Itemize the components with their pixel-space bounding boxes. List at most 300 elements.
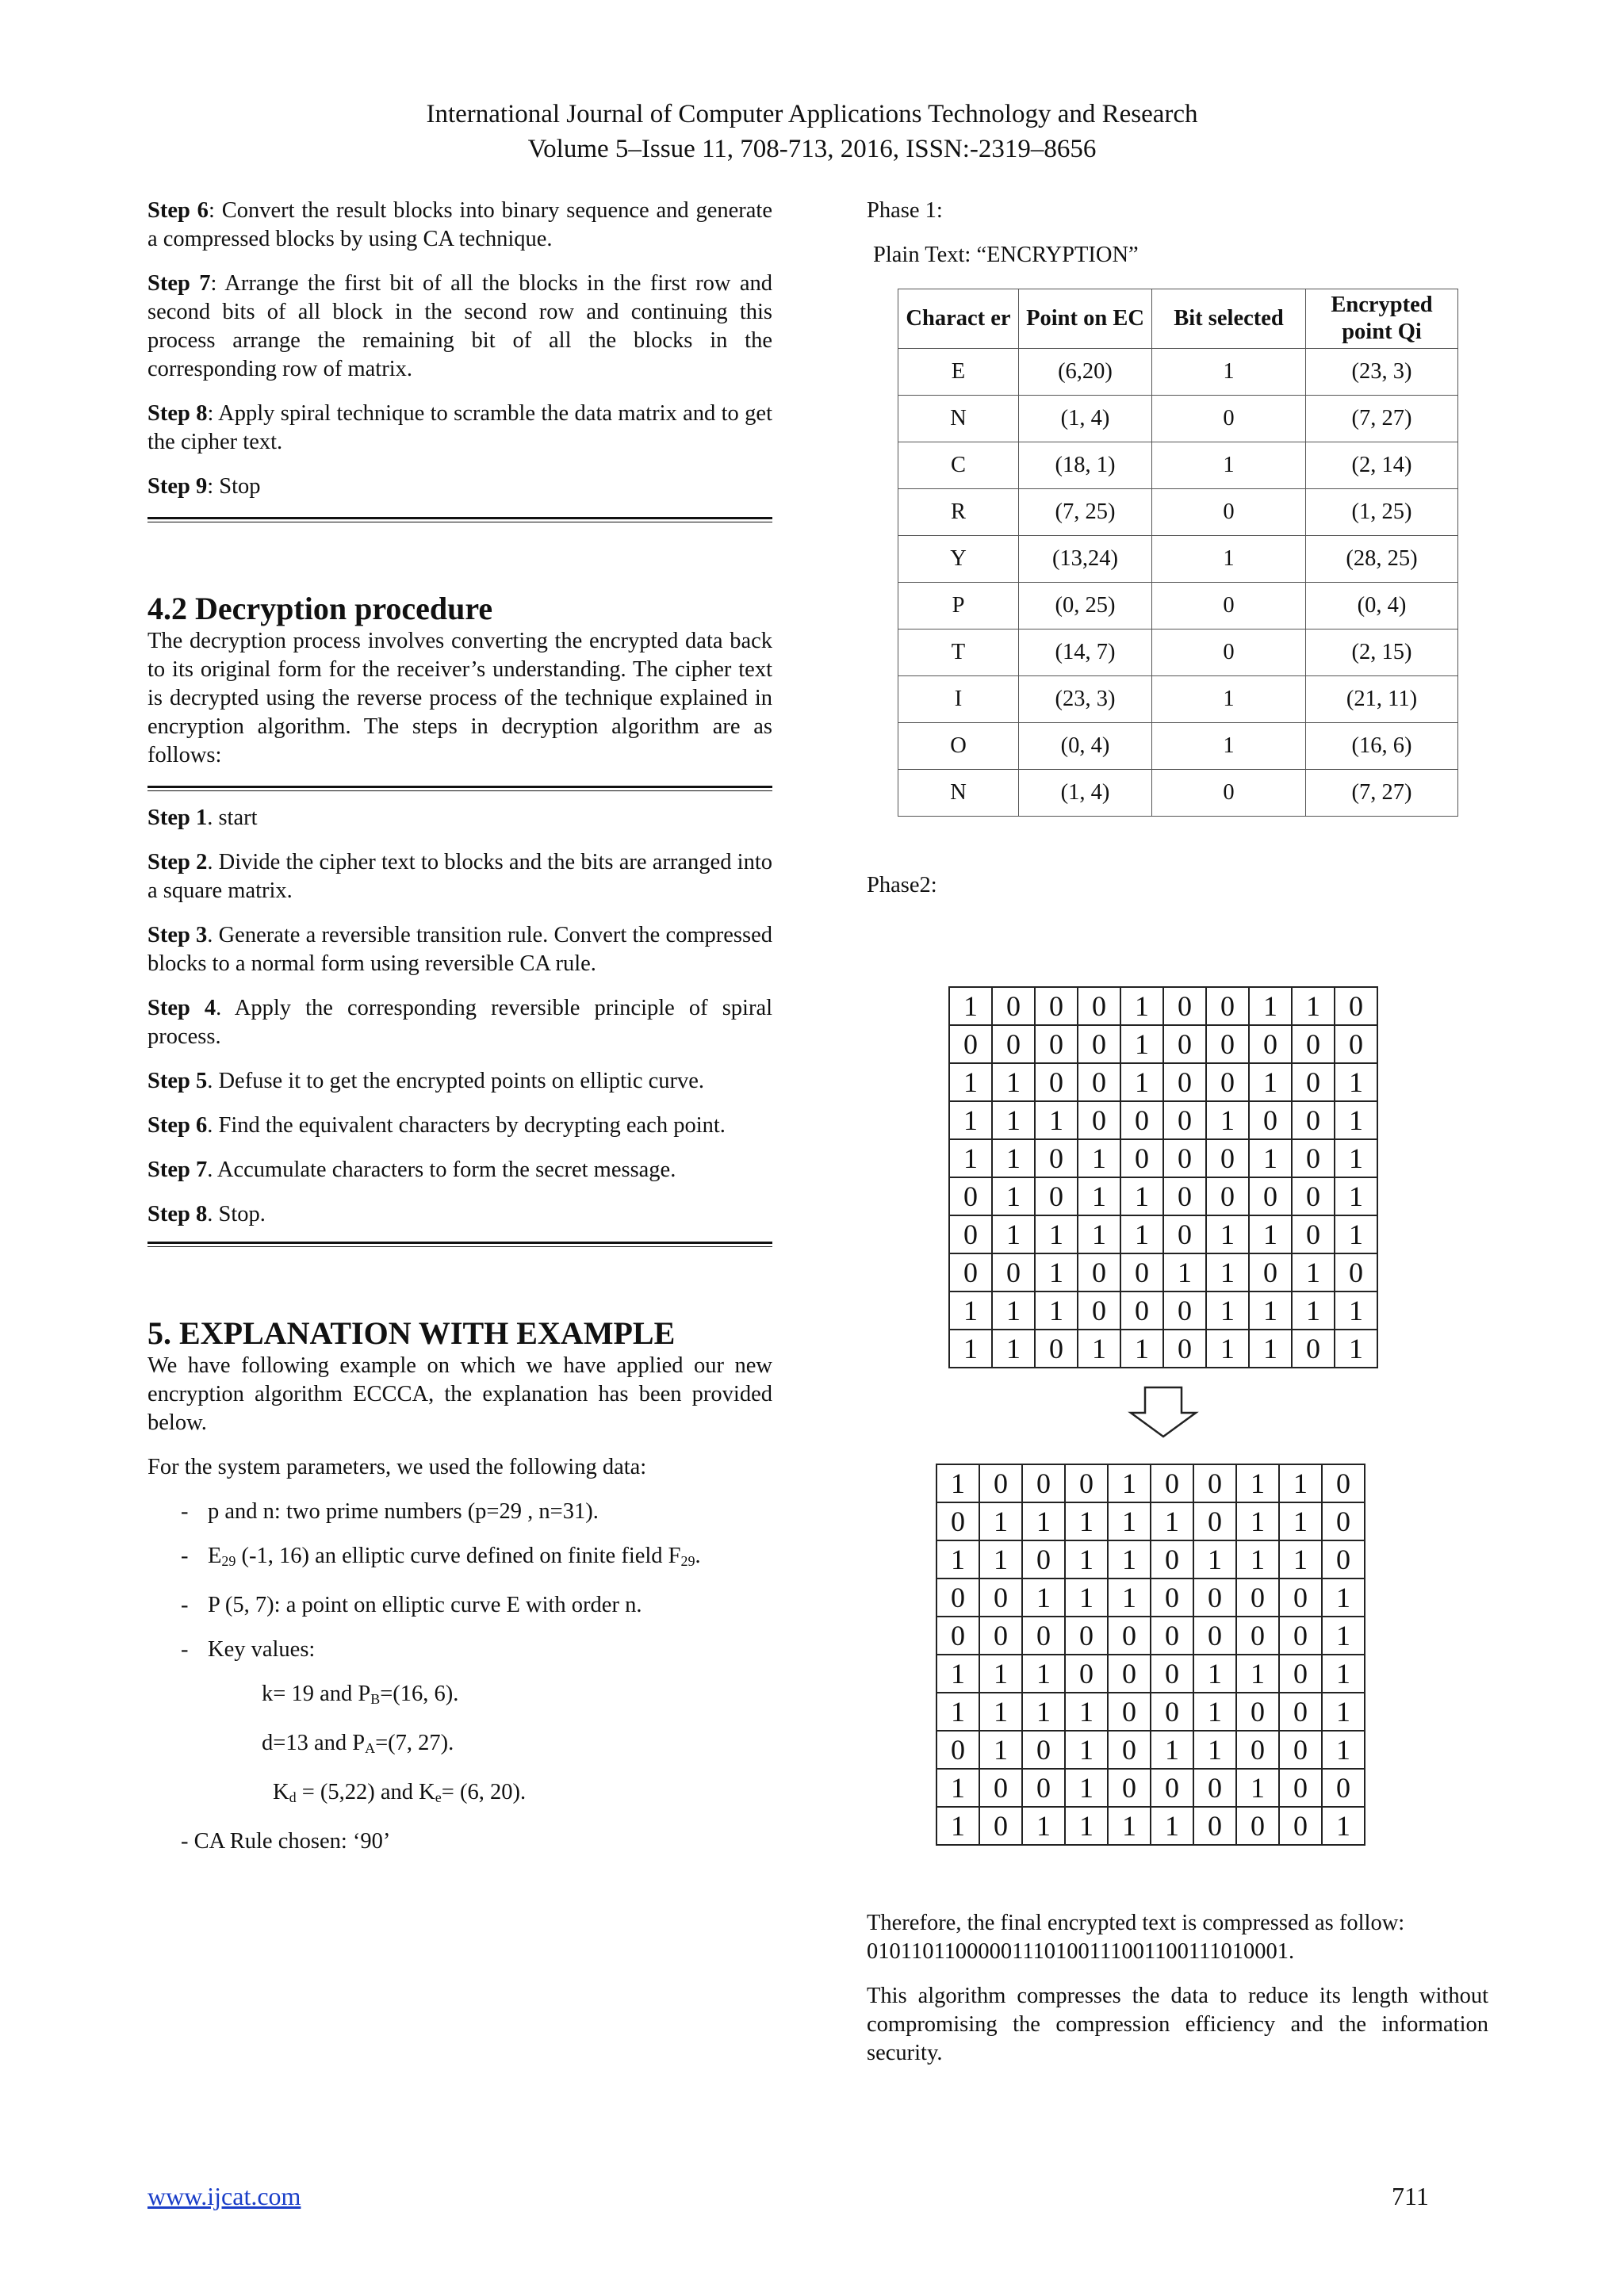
matrix-cell: 1	[1065, 1807, 1108, 1845]
decryption-step: Step 8. Stop.	[147, 1202, 266, 1226]
matrix-cell: 1	[936, 1655, 979, 1693]
table-cell: 1	[1152, 349, 1306, 396]
key-value-3: $K_d = (5,22)$ and $K_e= (6$, 20).	[273, 1780, 527, 1805]
matrix-cell: 0	[1249, 1101, 1292, 1139]
matrix-cell: 0	[1163, 1215, 1206, 1253]
matrix-cell: 0	[1035, 1330, 1078, 1368]
table-row	[898, 770, 1458, 817]
matrix-cell: 0	[1279, 1617, 1322, 1655]
matrix-cell: 1	[1035, 1253, 1078, 1292]
table-cell: (1, 25)	[1306, 489, 1458, 536]
matrix-cell: 1	[1206, 1253, 1249, 1292]
matrix-cell: 1	[1322, 1578, 1365, 1617]
matrix-cell: 0	[1335, 987, 1377, 1025]
matrix-cell: 1	[1335, 1330, 1377, 1368]
table-cell: (6,20)	[1019, 349, 1152, 396]
matrix-cell: 0	[1322, 1540, 1365, 1578]
table-cell: 0	[1152, 396, 1306, 442]
matrix-cell: 1	[1078, 1177, 1120, 1215]
matrix-cell: 0	[1078, 1063, 1120, 1101]
table-cell: 1	[1152, 676, 1306, 723]
matrix-row	[949, 1139, 1377, 1177]
table-cell: (2, 14)	[1306, 442, 1458, 489]
key-value-1: k= 19 and $P_B=(16$, 6).	[262, 1682, 459, 1707]
table-header-row	[898, 289, 1458, 349]
bit-matrix-before	[948, 986, 1378, 1368]
matrix-cell: 1	[1078, 1330, 1120, 1368]
matrix-cell: 0	[1035, 1063, 1078, 1101]
matrix-cell: 0	[1151, 1693, 1193, 1731]
journal-title: International Journal of Computer Applications Technology and Research	[426, 100, 1198, 128]
plain-text-label: Plain Text: “ENCRYPTION”	[873, 243, 1139, 267]
matrix-cell: 1	[1108, 1578, 1151, 1617]
matrix-cell: 1	[1065, 1731, 1108, 1769]
encryption-step: Step 9: Stop	[147, 474, 261, 499]
matrix-row	[936, 1807, 1365, 1845]
matrix-cell: 1	[1120, 987, 1163, 1025]
conclusion	[867, 1909, 1488, 2068]
matrix-cell: 1	[1193, 1540, 1236, 1578]
matrix-cell: 1	[1206, 1330, 1249, 1368]
matrix-cell: 0	[1206, 1025, 1249, 1063]
matrix-cell: 0	[949, 1177, 992, 1215]
matrix-cell: 1	[1236, 1464, 1279, 1502]
table-cell: P	[898, 583, 1019, 629]
decryption-step: Step 7. Accumulate characters to form the secret message.	[147, 1158, 676, 1182]
matrix-cell: 0	[1078, 1101, 1120, 1139]
matrix-cell: 1	[1236, 1540, 1279, 1578]
matrix-cell: 0	[1292, 1101, 1335, 1139]
matrix-cell: 0	[1151, 1655, 1193, 1693]
matrix-cell: 1	[1206, 1101, 1249, 1139]
decryption-step: Step 1. start	[147, 806, 258, 830]
matrix-cell: 1	[1292, 987, 1335, 1025]
matrix-cell: 0	[1193, 1502, 1236, 1540]
matrix-cell: 0	[1120, 1292, 1163, 1330]
ca-rule: - CA Rule chosen: ‘90’	[181, 1829, 391, 1854]
matrix-cell: 0	[1193, 1464, 1236, 1502]
matrix-cell: 1	[1279, 1502, 1322, 1540]
matrix-row	[949, 1063, 1377, 1101]
matrix-cell: 1	[949, 1139, 992, 1177]
matrix-cell: 1	[949, 1101, 992, 1139]
table-cell: N	[898, 770, 1019, 817]
matrix-cell: 1	[1151, 1807, 1193, 1845]
matrix-cell: 0	[1108, 1617, 1151, 1655]
matrix-row	[936, 1578, 1365, 1617]
matrix-cell: 0	[1151, 1464, 1193, 1502]
matrix-cell: 1	[1108, 1807, 1151, 1845]
matrix-cell: 1	[1035, 1215, 1078, 1253]
table-cell: 1	[1152, 442, 1306, 489]
decryption-step: Step 3. Generate a reversible transition rule. Convert the compressed blocks to a normal form using reversible CA rule.	[147, 923, 772, 976]
matrix-cell: 0	[992, 1253, 1035, 1292]
matrix-cell: 1	[1022, 1807, 1065, 1845]
matrix-cell: 1	[1078, 1215, 1120, 1253]
matrix-cell: 0	[1163, 1177, 1206, 1215]
matrix-cell: 0	[1322, 1502, 1365, 1540]
table-cell: (7, 25)	[1019, 489, 1152, 536]
matrix-cell: 1	[1120, 1330, 1163, 1368]
matrix-cell: 1	[1120, 1177, 1163, 1215]
matrix-cell: 0	[1163, 1063, 1206, 1101]
matrix-cell: 1	[1022, 1693, 1065, 1731]
matrix-cell: 0	[1279, 1655, 1322, 1693]
matrix-cell: 0	[992, 987, 1035, 1025]
matrix-cell: 0	[1065, 1617, 1108, 1655]
page-number: 711	[1392, 2182, 1429, 2210]
matrix-cell: 0	[1151, 1540, 1193, 1578]
matrix-cell: 0	[1292, 1330, 1335, 1368]
table-row	[898, 396, 1458, 442]
matrix-cell: 0	[1206, 1063, 1249, 1101]
matrix-cell: 1	[1236, 1502, 1279, 1540]
matrix-cell: 1	[1279, 1464, 1322, 1502]
table-cell: I	[898, 676, 1019, 723]
matrix-cell: 0	[936, 1617, 979, 1655]
matrix-cell: 1	[1292, 1292, 1335, 1330]
matrix-cell: 1	[1151, 1731, 1193, 1769]
matrix-row	[949, 1215, 1377, 1253]
right-column	[867, 197, 1488, 270]
table-cell: Y	[898, 536, 1019, 583]
matrix-cell: 0	[1249, 1025, 1292, 1063]
matrix-cell: 0	[1151, 1617, 1193, 1655]
table-row	[898, 723, 1458, 770]
table-row	[898, 676, 1458, 723]
matrix-cell: 0	[1035, 1177, 1078, 1215]
matrix-cell: 0	[992, 1025, 1035, 1063]
table-cell: (14, 7)	[1019, 629, 1152, 676]
matrix-row	[936, 1769, 1365, 1807]
matrix-cell: 1	[1193, 1731, 1236, 1769]
col-header-point: Point on EC	[1019, 289, 1152, 349]
table-cell: E	[898, 349, 1019, 396]
table-cell: 0	[1152, 770, 1306, 817]
matrix-cell: 1	[936, 1807, 979, 1845]
matrix-cell: 0	[1236, 1617, 1279, 1655]
matrix-cell: 1	[1335, 1215, 1377, 1253]
matrix-cell: 0	[979, 1578, 1022, 1617]
matrix-cell: 1	[1151, 1502, 1193, 1540]
matrix-cell: 1	[1236, 1769, 1279, 1807]
matrix-cell: 0	[1335, 1025, 1377, 1063]
matrix-cell: 1	[1065, 1769, 1108, 1807]
col-header-character: Charact er	[898, 289, 1019, 349]
matrix-cell: 0	[1022, 1540, 1065, 1578]
matrix-cell: 1	[979, 1731, 1022, 1769]
table-cell: 0	[1152, 489, 1306, 536]
matrix-row	[936, 1731, 1365, 1769]
matrix-cell: 1	[1108, 1502, 1151, 1540]
table-cell: C	[898, 442, 1019, 489]
matrix-cell: 0	[1236, 1693, 1279, 1731]
matrix-cell: 0	[1065, 1655, 1108, 1693]
matrix-cell: 1	[1120, 1063, 1163, 1101]
matrix-cell: 1	[1120, 1025, 1163, 1063]
matrix-cell: 1	[1249, 987, 1292, 1025]
matrix-row	[949, 1101, 1377, 1139]
section-rule	[147, 1242, 772, 1247]
table-cell: (7, 27)	[1306, 396, 1458, 442]
matrix-cell: 1	[1120, 1215, 1163, 1253]
table-cell: N	[898, 396, 1019, 442]
table-row	[898, 349, 1458, 396]
matrix-cell: 1	[949, 1292, 992, 1330]
matrix-cell: 0	[979, 1464, 1022, 1502]
matrix-cell: 0	[1078, 1253, 1120, 1292]
matrix-cell: 0	[979, 1617, 1022, 1655]
down-arrow-icon	[1128, 1386, 1199, 1438]
key-value-2: d=13 and $P_A=(7$, 27).	[262, 1731, 454, 1756]
table-cell: (13,24)	[1019, 536, 1152, 583]
encryption-step: Step 7: Arrange the first bit of all the blocks in the first row and second bits of all block in the second row and continuing this process arrange the remaining bit of all the blocks in the corresponding row of matrix.	[147, 271, 773, 381]
matrix-cell: 1	[1035, 1101, 1078, 1139]
section-rule	[147, 786, 772, 791]
matrix-cell: 1	[1322, 1617, 1365, 1655]
matrix-cell: 0	[936, 1502, 979, 1540]
matrix-cell: 0	[949, 1025, 992, 1063]
matrix-cell: 0	[979, 1807, 1022, 1845]
matrix-cell: 0	[1035, 1139, 1078, 1177]
matrix-cell: 1	[1065, 1693, 1108, 1731]
param-primes: - p and n: two prime numbers (p=29 , n=31).	[181, 1499, 599, 1524]
table-cell: O	[898, 723, 1019, 770]
decryption-step: Step 5. Defuse it to get the encrypted points on elliptic curve.	[147, 1069, 705, 1093]
table-cell: (18, 1)	[1019, 442, 1152, 489]
matrix-cell: 0	[949, 1215, 992, 1253]
table-cell: (0, 25)	[1019, 583, 1152, 629]
decryption-step: Step 6. Find the equivalent characters by decrypting each point.	[147, 1113, 726, 1138]
matrix-cell: 1	[1249, 1330, 1292, 1368]
explanation-intro: We have following example on which we have applied our new encryption algorithm ECCCA, the explanation has been provided below.	[147, 1353, 772, 1435]
final-text-bits: 01011011000001110100111001100111010001.	[867, 1939, 1295, 1964]
matrix-cell: 1	[949, 1330, 992, 1368]
table-cell: (7, 27)	[1306, 770, 1458, 817]
matrix-cell: 1	[992, 1139, 1035, 1177]
matrix-cell: 1	[1249, 1215, 1292, 1253]
matrix-row	[936, 1655, 1365, 1693]
matrix-cell: 0	[936, 1731, 979, 1769]
matrix-cell: 0	[1163, 987, 1206, 1025]
table-body	[898, 349, 1458, 817]
matrix-cell: 0	[1322, 1769, 1365, 1807]
matrix-cell: 0	[1249, 1253, 1292, 1292]
matrix-cell: 1	[1322, 1655, 1365, 1693]
journal-website-link[interactable]: www.ijcat.com	[147, 2182, 301, 2210]
table-cell: (2, 15)	[1306, 629, 1458, 676]
matrix-cell: 1	[1193, 1655, 1236, 1693]
table-cell: 0	[1152, 629, 1306, 676]
decryption-step: Step 2. Divide the cipher text to blocks and the bits are arranged into a square matrix.	[147, 850, 773, 903]
table-cell: (23, 3)	[1306, 349, 1458, 396]
matrix-cell: 1	[1065, 1578, 1108, 1617]
matrix-cell: 0	[1292, 1139, 1335, 1177]
matrix-cell: 0	[1108, 1655, 1151, 1693]
matrix-cell: 0	[1292, 1215, 1335, 1253]
matrix-cell: 0	[1206, 987, 1249, 1025]
matrix-cell: 1	[992, 1063, 1035, 1101]
matrix-cell: 1	[1078, 1139, 1120, 1177]
matrix-cell: 1	[1335, 1063, 1377, 1101]
matrix-row	[936, 1502, 1365, 1540]
matrix-cell: 1	[1249, 1139, 1292, 1177]
matrix-cell: 0	[936, 1578, 979, 1617]
matrix-cell: 0	[1163, 1101, 1206, 1139]
matrix-cell: 0	[1035, 1025, 1078, 1063]
matrix-cell: 0	[1151, 1578, 1193, 1617]
matrix-cell: 1	[949, 987, 992, 1025]
table-cell: 1	[1152, 536, 1306, 583]
decryption-heading: 4.2 Decryption procedure	[147, 591, 493, 626]
matrix-cell: 1	[1249, 1292, 1292, 1330]
matrix-cell: 1	[992, 1292, 1035, 1330]
matrix-cell: 1	[1335, 1139, 1377, 1177]
table-cell: (1, 4)	[1019, 396, 1152, 442]
matrix-cell: 0	[1236, 1578, 1279, 1617]
matrix-cell: 1	[1322, 1807, 1365, 1845]
matrix-cell: 0	[949, 1253, 992, 1292]
table-row	[898, 489, 1458, 536]
matrix-cell: 1	[936, 1769, 979, 1807]
col-header-bit: Bit selected	[1152, 289, 1306, 349]
matrix-row	[949, 1025, 1377, 1063]
journal-header	[0, 97, 1624, 166]
matrix-cell: 0	[1022, 1617, 1065, 1655]
matrix-cell: 0	[1163, 1025, 1206, 1063]
matrix-cell: 0	[1065, 1464, 1108, 1502]
matrix-cell: 1	[979, 1502, 1022, 1540]
matrix-cell: 1	[992, 1215, 1035, 1253]
encryption-table	[898, 289, 1458, 817]
matrix-cell: 0	[1078, 987, 1120, 1025]
table-cell: T	[898, 629, 1019, 676]
matrix-cell: 1	[1322, 1731, 1365, 1769]
section-rule	[147, 517, 772, 522]
matrix-cell: 1	[1292, 1253, 1335, 1292]
matrix-cell: 0	[1022, 1731, 1065, 1769]
matrix-row	[936, 1540, 1365, 1578]
matrix-cell: 0	[1322, 1464, 1365, 1502]
col-header-encrypted: Encrypted point Qi	[1306, 289, 1458, 349]
matrix-cell: 0	[1120, 1139, 1163, 1177]
matrix-cell: 1	[979, 1655, 1022, 1693]
matrix-cell: 1	[1335, 1177, 1377, 1215]
matrix-cell: 0	[1249, 1177, 1292, 1215]
matrix-cell: 0	[1193, 1617, 1236, 1655]
table-row	[898, 629, 1458, 676]
table-cell: (1, 4)	[1019, 770, 1152, 817]
matrix-cell: 1	[1193, 1693, 1236, 1731]
table-cell: (0, 4)	[1306, 583, 1458, 629]
decryption-steps	[147, 804, 772, 1229]
matrix-cell: 0	[1292, 1025, 1335, 1063]
matrix-cell: 0	[1108, 1769, 1151, 1807]
matrix-row	[949, 1330, 1377, 1368]
matrix-cell: 0	[1022, 1464, 1065, 1502]
matrix-cell: 1	[949, 1063, 992, 1101]
matrix-cell: 0	[1279, 1693, 1322, 1731]
matrix-cell: 0	[1279, 1807, 1322, 1845]
matrix-cell: 1	[992, 1101, 1035, 1139]
matrix-cell: 0	[1236, 1731, 1279, 1769]
matrix-cell: 0	[1078, 1025, 1120, 1063]
matrix-cell: 0	[1120, 1253, 1163, 1292]
matrix-cell: 1	[1206, 1292, 1249, 1330]
matrix-cell: 1	[1279, 1540, 1322, 1578]
matrix-cell: 0	[1236, 1807, 1279, 1845]
phase2-label: Phase2:	[867, 873, 937, 897]
table-cell: (21, 11)	[1306, 676, 1458, 723]
matrix-cell: 1	[1022, 1502, 1065, 1540]
bit-matrix-after	[936, 1464, 1365, 1846]
matrix-cell: 0	[1163, 1292, 1206, 1330]
matrix-row	[949, 1253, 1377, 1292]
encryption-step: Step 6: Convert the result blocks into binary sequence and generate a compressed blocks by using CA technique.	[147, 198, 772, 251]
matrix-cell: 1	[992, 1330, 1035, 1368]
table-cell: (16, 6)	[1306, 723, 1458, 770]
matrix-cell: 0	[1292, 1063, 1335, 1101]
table-row	[898, 583, 1458, 629]
matrix-cell: 0	[1193, 1769, 1236, 1807]
matrix-cell: 1	[1108, 1540, 1151, 1578]
matrix-cell: 0	[1120, 1101, 1163, 1139]
phase1-label: Phase 1:	[867, 198, 943, 223]
matrix-cell: 1	[1163, 1253, 1206, 1292]
matrix-row	[936, 1617, 1365, 1655]
matrix-cell: 1	[1236, 1655, 1279, 1693]
encryption-steps	[147, 197, 772, 501]
table-cell: R	[898, 489, 1019, 536]
matrix-cell: 0	[1206, 1139, 1249, 1177]
matrix-cell: 0	[1279, 1578, 1322, 1617]
matrix-cell: 0	[1022, 1769, 1065, 1807]
journal-volume: Volume 5–Issue 11, 708-713, 2016, ISSN:-2319–8656	[527, 135, 1097, 163]
explanation-heading: 5. EXPLANATION WITH EXAMPLE	[147, 1315, 676, 1351]
table-row	[898, 536, 1458, 583]
matrix-cell: 1	[1022, 1578, 1065, 1617]
matrix-row	[949, 1292, 1377, 1330]
decryption-step: Step 4. Apply the corresponding reversible principle of spiral process.	[147, 996, 773, 1049]
table-cell: (0, 4)	[1019, 723, 1152, 770]
matrix-cell: 1	[979, 1540, 1022, 1578]
matrix-cell: 0	[1335, 1253, 1377, 1292]
matrix-cell: 1	[1022, 1655, 1065, 1693]
matrix-cell: 0	[1078, 1292, 1120, 1330]
matrix-cell: 1	[1335, 1292, 1377, 1330]
matrix-cell: 1	[1065, 1540, 1108, 1578]
decryption-intro: The decryption process involves converting the encrypted data back to its original form for the receiver’s understanding. The cipher text is decrypted using the reverse process of the technique explained in encryption algorithm. The steps in decryption algorithm are as follows:	[147, 629, 772, 767]
matrix-cell: 0	[1163, 1139, 1206, 1177]
matrix-cell: 1	[1065, 1502, 1108, 1540]
matrix-cell: 1	[936, 1540, 979, 1578]
matrix-cell: 1	[1249, 1063, 1292, 1101]
matrix-cell: 1	[1322, 1693, 1365, 1731]
matrix-row	[949, 987, 1377, 1025]
matrix-cell: 1	[936, 1464, 979, 1502]
matrix-cell: 0	[1292, 1177, 1335, 1215]
matrix-cell: 0	[1206, 1177, 1249, 1215]
matrix-row	[936, 1464, 1365, 1502]
matrix-cell: 0	[1193, 1807, 1236, 1845]
final-text-line1: Therefore, the final encrypted text is compressed as follow:	[867, 1911, 1405, 1935]
param-curve: - $E_{29}$ (-1, 16) an elliptic curve defined on finite field $F_{29}$.	[181, 1544, 701, 1569]
matrix-row	[949, 1177, 1377, 1215]
matrix-row	[936, 1693, 1365, 1731]
param-point: - P (5, 7): a point on elliptic curve E with order n.	[181, 1593, 642, 1617]
matrix-cell: 1	[979, 1693, 1022, 1731]
matrix-cell: 0	[1163, 1330, 1206, 1368]
